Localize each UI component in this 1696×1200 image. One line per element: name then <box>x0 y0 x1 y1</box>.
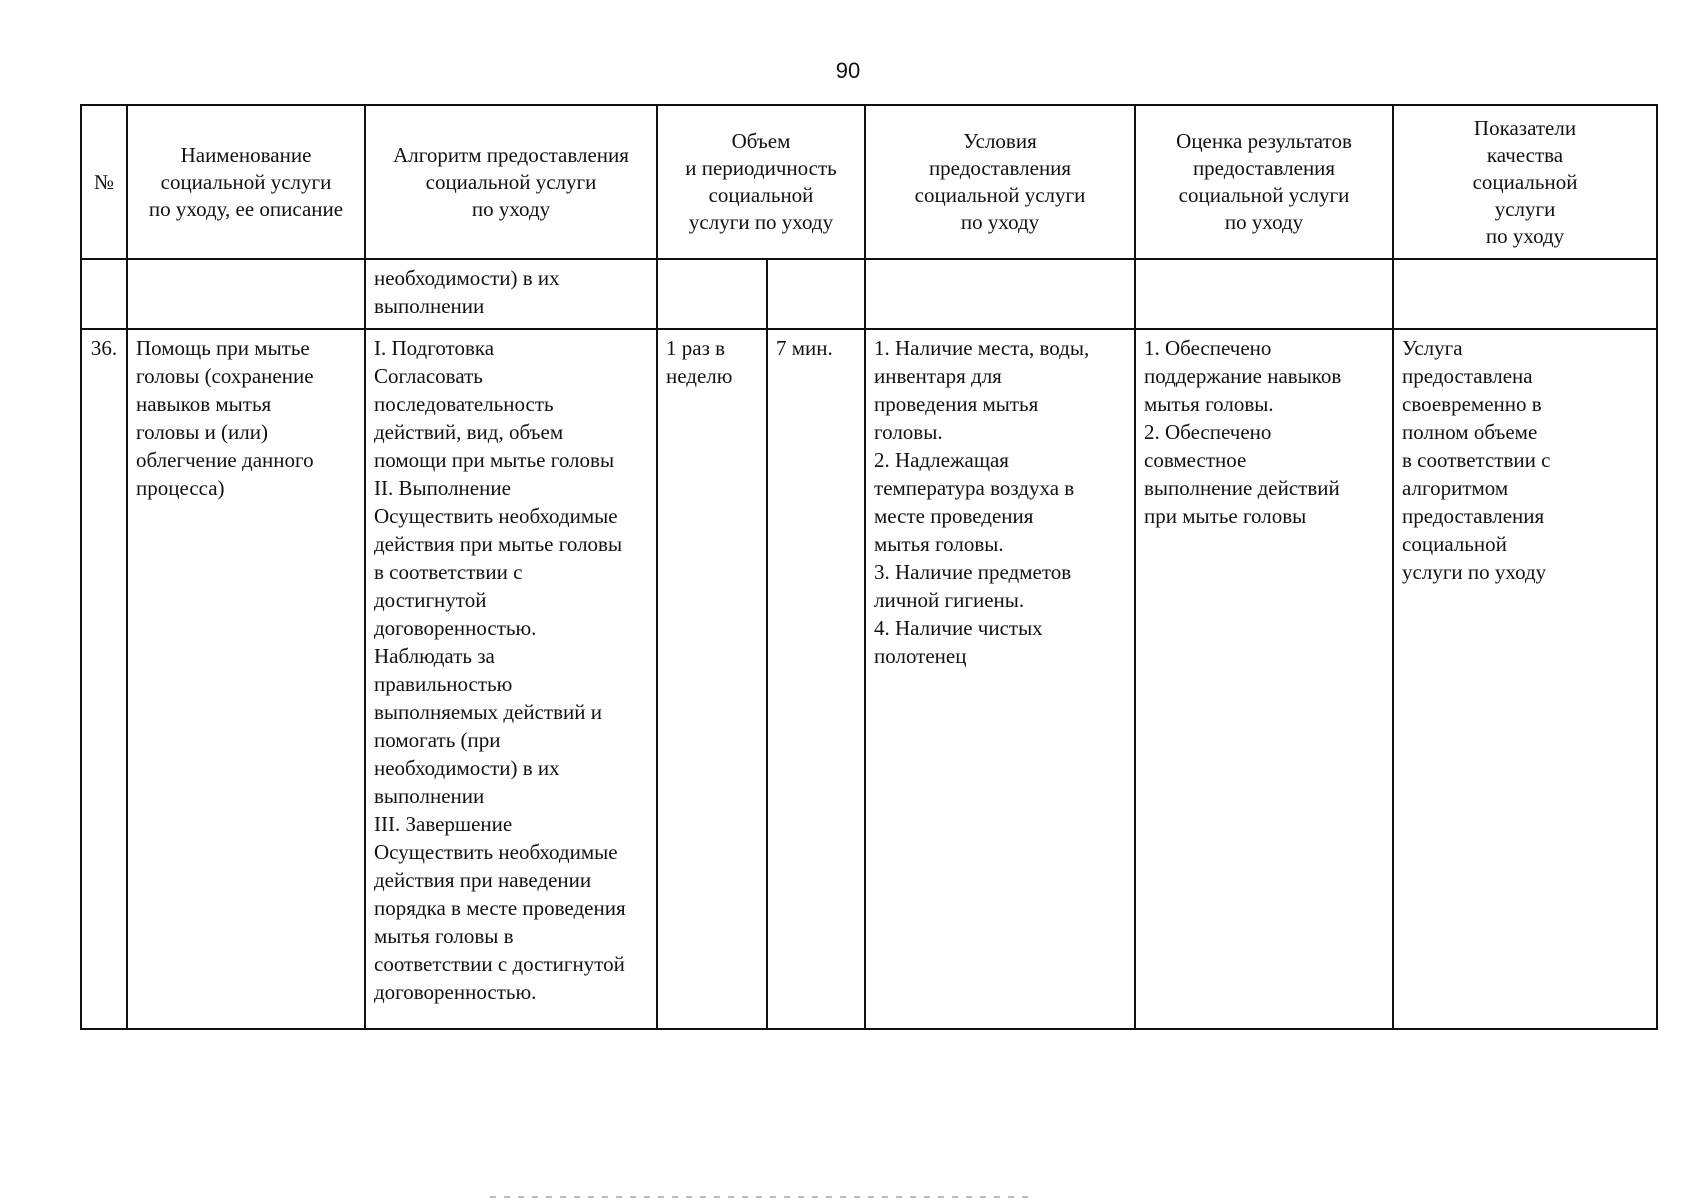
cell-number <box>81 259 127 329</box>
cell-quality: Услуга предоставлена своевременно в полном объеме в соответствии с алгоритмом предоставления социальной услуги по уходу <box>1393 329 1657 1029</box>
cell-name <box>127 259 365 329</box>
header-service-name: Наименование социальной услуги по уходу, ее описание <box>127 105 365 259</box>
scan-artifact <box>490 1196 1030 1198</box>
cell-evaluation: 1. Обеспечено поддержание навыков мытья головы. 2. Обеспечено совместное выполнение действий при мытье головы <box>1135 329 1393 1029</box>
cell-algorithm: I. Подготовка Согласовать последовательность действий, вид, объем помощи при мытье головы II. Выполнение Осуществить необходимые действия при мытье головы в соответствии с достигнутой договоренностью. Наблюдать за правильностью выполняемых действий и помогать (при необходимости) в их выполнении III. Завершение Осуществить необходимые действия при наведении порядка в месте проведения мытья головы в соответствии с достигнутой договоренностью. <box>365 329 657 1029</box>
header-algorithm: Алгоритм предоставления социальной услуги по уходу <box>365 105 657 259</box>
cell-algorithm-continuation: необходимости) в их выполнении <box>365 259 657 329</box>
cell-quality <box>1393 259 1657 329</box>
table-row-continuation <box>81 259 1657 329</box>
header-number: № <box>81 105 127 259</box>
header-conditions: Условия предоставления социальной услуги по уходу <box>865 105 1135 259</box>
table-header-row <box>81 105 1657 259</box>
cell-frequency: 1 раз в неделю <box>657 329 767 1029</box>
table-row <box>81 329 1657 1029</box>
cell-service-name: Помощь при мытье головы (сохранение навыков мытья головы и (или) облегчение данного процесса) <box>127 329 365 1029</box>
cell-number: 36. <box>81 329 127 1029</box>
cell-volume: 7 мин. <box>767 329 865 1029</box>
header-volume-frequency: Объем и периодичность социальной услуги по уходу <box>657 105 865 259</box>
page-number: 90 <box>835 58 861 83</box>
cell-frequency <box>657 259 767 329</box>
header-quality: Показатели качества социальной услуги по уходу <box>1393 105 1657 259</box>
cell-conditions: 1. Наличие места, воды, инвентаря для проведения мытья головы. 2. Надлежащая температура воздуха в месте проведения мытья головы. 3. Наличие предметов личной гигиены. 4. Наличие чистых полотенец <box>865 329 1135 1029</box>
cell-evaluation <box>1135 259 1393 329</box>
services-table <box>80 104 1658 1030</box>
cell-volume <box>767 259 865 329</box>
cell-conditions <box>865 259 1135 329</box>
header-evaluation: Оценка результатов предоставления социальной услуги по уходу <box>1135 105 1393 259</box>
